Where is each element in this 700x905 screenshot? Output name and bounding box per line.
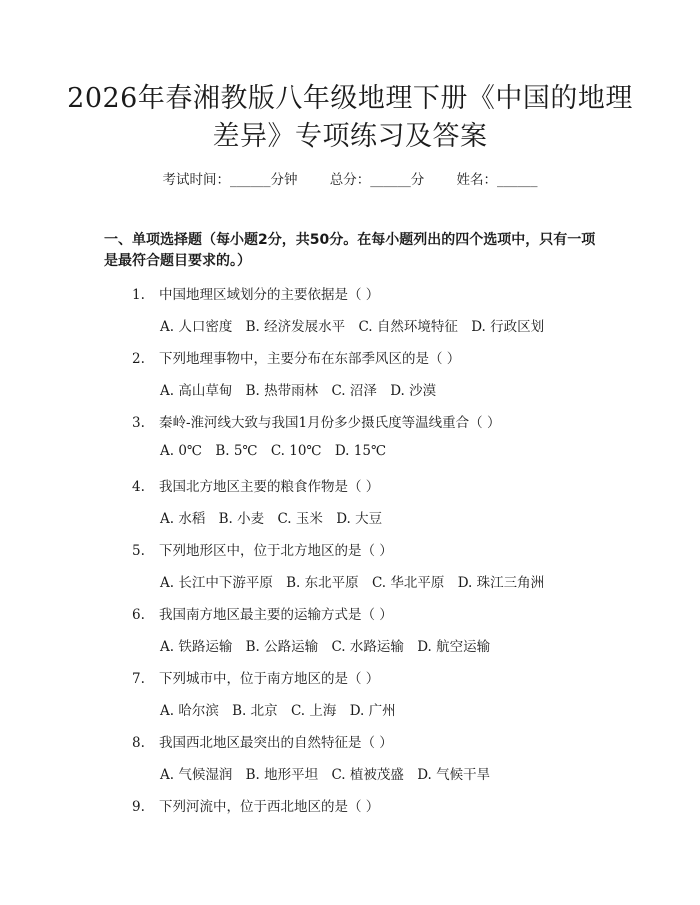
question-text: 秦岭-淮河线大致与我国1月份多少摄氏度等温线重合（ ） — [159, 415, 501, 431]
option-c: C. 玉米 — [277, 511, 323, 527]
question-text: 我国南方地区最主要的运输方式是（ ） — [159, 607, 393, 623]
option-c: C. 10℃ — [270, 443, 322, 459]
option-a: A. 人口密度 — [160, 319, 233, 335]
option-c: C. 植被茂盛 — [331, 767, 404, 783]
option-d: D. 气候干旱 — [417, 767, 491, 783]
section-heading: 一、单项选择题（每小题2分，共50分。在每小题列出的四个选项中，只有一项是最符合题目要求的。） — [104, 232, 596, 269]
question-text: 下列城市中，位于南方地区的是（ ） — [159, 671, 380, 687]
question-3 — [132, 411, 500, 431]
question-9 — [132, 795, 379, 815]
option-b: B. 5℃ — [215, 443, 258, 459]
question-text: 下列河流中，位于西北地区的是（ ） — [159, 799, 380, 815]
question-number: 5. — [132, 543, 145, 559]
option-c: C. 水路运输 — [331, 639, 404, 655]
question-5 — [132, 539, 393, 559]
option-c: C. 沼泽 — [331, 383, 377, 399]
question-4 — [132, 475, 379, 495]
student-name-field: 姓名：______ — [456, 172, 538, 188]
question-7-options — [160, 699, 405, 719]
option-b: B. 东北平原 — [286, 575, 359, 591]
total-score-field: 总分：______分 — [329, 172, 425, 188]
document-title: 2026年春湘教版八年级地理下册《中国的地理差异》专项练习及答案 — [67, 83, 633, 152]
question-1-options — [160, 315, 553, 335]
option-b: B. 北京 — [232, 703, 278, 719]
option-a: A. 高山草甸 — [160, 383, 233, 399]
question-number: 4. — [132, 479, 145, 495]
question-number: 2. — [132, 351, 145, 367]
option-b: B. 地形平坦 — [245, 767, 319, 783]
question-8 — [132, 731, 393, 751]
question-text: 下列地形区中，位于北方地区的是（ ） — [159, 543, 393, 559]
option-b: B. 经济发展水平 — [245, 319, 346, 335]
question-4-options — [160, 507, 391, 527]
option-a: A. 气候湿润 — [160, 767, 233, 783]
question-text: 中国地理区域划分的主要依据是（ ） — [159, 287, 380, 303]
option-d: D. 珠江三角洲 — [457, 575, 545, 591]
exam-info — [0, 168, 700, 188]
option-d: D. 广州 — [349, 703, 396, 719]
option-a: A. 铁路运输 — [160, 639, 233, 655]
question-number: 8. — [132, 735, 145, 751]
option-c: C. 自然环境特征 — [358, 319, 458, 335]
question-number: 3. — [132, 415, 145, 431]
question-8-options — [160, 763, 499, 783]
option-c: C. 华北平原 — [371, 575, 445, 591]
question-6-options — [160, 635, 499, 655]
option-d: D. 沙漠 — [390, 383, 437, 399]
question-text: 我国北方地区主要的粮食作物是（ ） — [159, 479, 380, 495]
question-number: 9. — [132, 799, 145, 815]
option-d: D. 行政区划 — [471, 319, 545, 335]
question-number: 6. — [132, 607, 145, 623]
question-7 — [132, 667, 379, 687]
question-2-options — [160, 379, 445, 399]
question-text: 我国西北地区最突出的自然特征是（ ） — [159, 735, 393, 751]
option-c: C. 上海 — [290, 703, 337, 719]
option-d: D. 大豆 — [336, 511, 383, 527]
question-number: 1. — [132, 287, 145, 303]
question-1 — [132, 283, 379, 303]
question-3-options — [160, 443, 395, 459]
option-b: B. 公路运输 — [245, 639, 319, 655]
option-a: A. 0℃ — [160, 443, 203, 459]
question-text: 下列地理事物中，主要分布在东部季风区的是（ ） — [159, 351, 461, 367]
option-b: B. 小麦 — [218, 511, 265, 527]
question-number: 7. — [132, 671, 145, 687]
question-5-options — [160, 571, 553, 591]
option-a: A. 长江中下游平原 — [160, 575, 273, 591]
option-b: B. 热带雨林 — [245, 383, 319, 399]
question-6 — [132, 603, 393, 623]
option-d: D. 航空运输 — [417, 639, 491, 655]
question-2 — [132, 347, 460, 367]
option-d: D. 15℃ — [334, 443, 387, 459]
option-a: A. 哈尔滨 — [160, 703, 219, 719]
option-a: A. 水稻 — [160, 511, 206, 527]
exam-time-field: 考试时间：______分钟 — [162, 172, 298, 188]
